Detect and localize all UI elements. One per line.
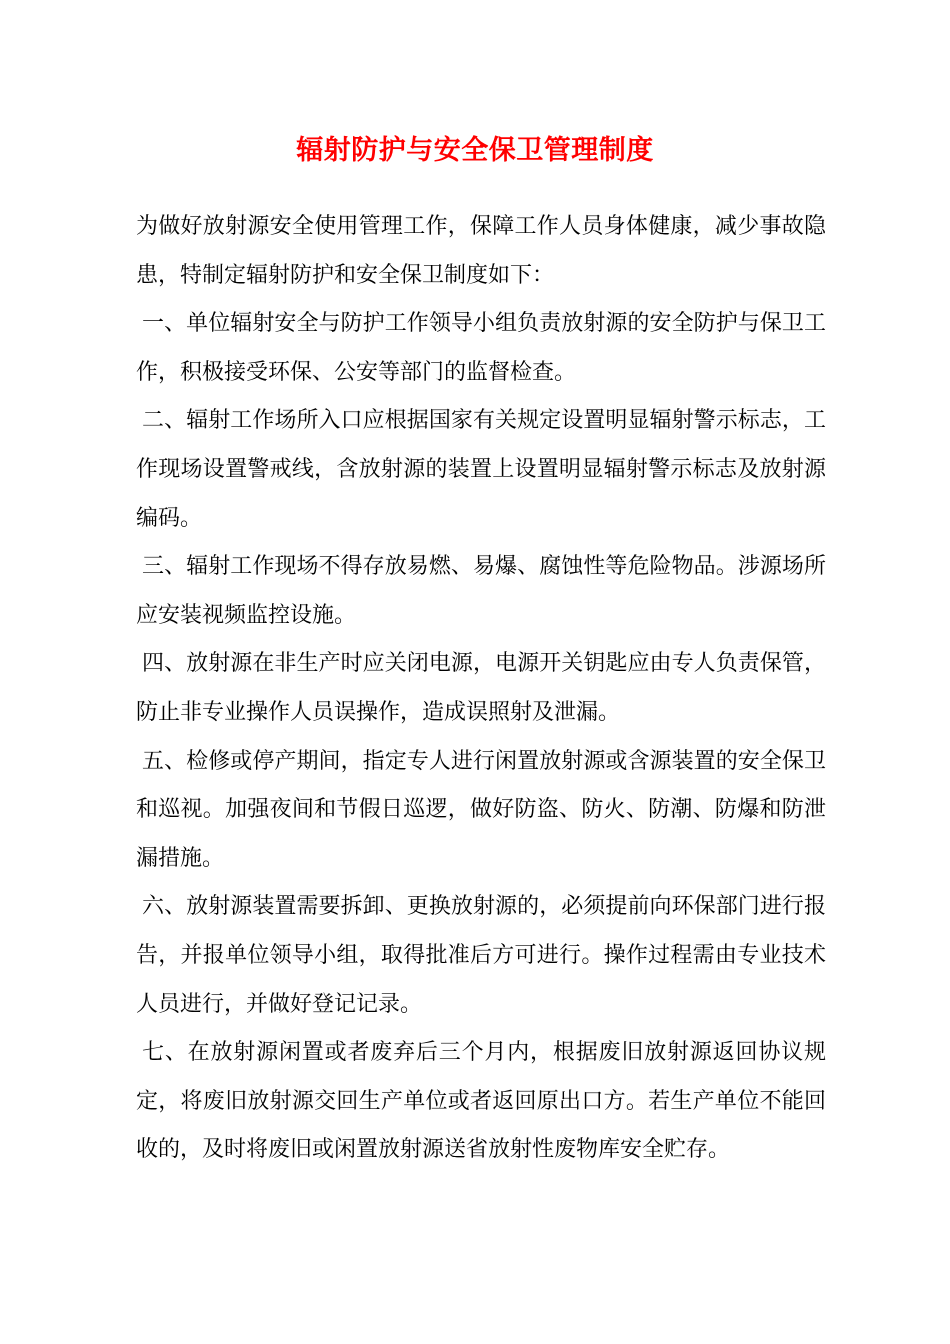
document-body [136,203,826,1175]
rule-item-1: 一、单位辐射安全与防护工作领导小组负责放射源的安全防护与保卫工作，积极接受环保、公安等部门的监督检查。 [136,311,826,385]
rule-item-6: 六、放射源装置需要拆卸、更换放射源的，必须提前向环保部门进行报告，并报单位领导小组，取得批准后方可进行。操作过程需由专业技术人员进行，并做好登记记录。 [136,894,826,1017]
rule-item-2: 二、辐射工作场所入口应根据国家有关规定设置明显辐射警示标志，工作现场设置警戒线，含放射源的装置上设置明显辐射警示标志及放射源编码。 [136,408,826,531]
rule-item-3: 三、辐射工作现场不得存放易燃、易爆、腐蚀性等危险物品。涉源场所应安装视频监控设施。 [136,554,826,628]
rule-item-5: 五、检修或停产期间，指定专人进行闲置放射源或含源装置的安全保卫和巡视。加强夜间和节假日巡逻，做好防盗、防火、防潮、防爆和防泄漏措施。 [136,748,826,871]
document-title: 辐射防护与安全保卫管理制度 [296,135,654,166]
rule-item-4: 四、放射源在非生产时应关闭电源，电源开关钥匙应由专人负责保管，防止非专业操作人员误操作，造成误照射及泄漏。 [136,651,826,725]
rule-item-7: 七、在放射源闲置或者废弃后三个月内，根据废旧放射源返回协议规定，将废旧放射源交回生产单位或者返回原出口方。若生产单位不能回收的，及时将废旧或闲置放射源送省放射性废物库安全贮存。 [136,1040,826,1163]
intro-paragraph: 为做好放射源安全使用管理工作，保障工作人员身体健康，减少事故隐患，特制定辐射防护和安全保卫制度如下： [136,214,826,288]
